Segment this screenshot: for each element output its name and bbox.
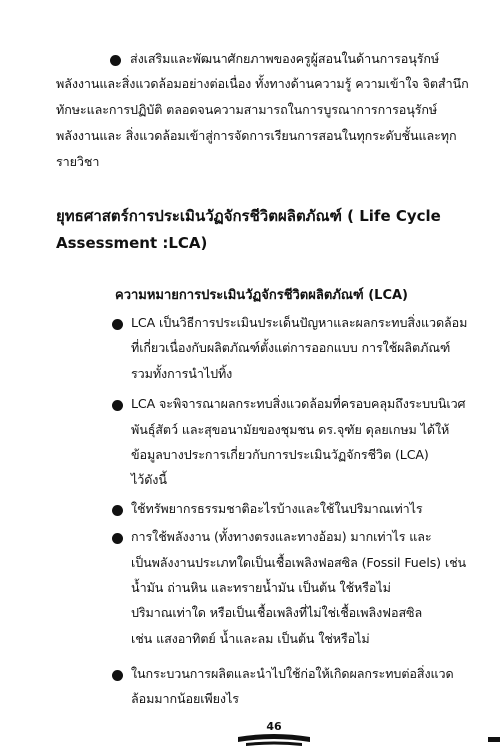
bullet-4-line-5: เช่น แสงอาทิตย์ น้ำและลม เป็นต้น ใช่หรือไม่: [131, 631, 370, 646]
bullet-icon: [112, 533, 123, 544]
bullet-2-line-4: ไว้ดังนี้: [131, 472, 167, 487]
intro-line-4: พลังงานและ สิ่งแวดล้อมเข้าสู่การจัดการเรียนการสอนในทุกระดับชั้นและทุก: [56, 128, 457, 143]
bullet-2-line-1: LCA จะพิจารณาผลกระทบสิ่งแวดล้อมที่ครอบคลุมถึงระบบนิเวศ: [131, 396, 466, 411]
bullet-2-line-2: พันธุ์สัตว์ และสุขอนามัยของชุมชน ดร.จุฑัย ดุลยเกษม ได้ให้: [131, 422, 450, 437]
bullet-4-line-1: การใช้พลังงาน (ทั้งทางตรงและทางอ้อม) มากเท่าไร และ: [131, 529, 432, 544]
intro-bullet-icon: [110, 55, 121, 66]
bullet-icon: [112, 400, 123, 411]
section-heading-line-1: ยุทธศาสตร์การประเมินวัฏจักรชีวิตผลิตภัณฑ์ ( Life Cycle: [56, 207, 441, 225]
bullet-icon: [112, 670, 123, 681]
page-footer: [236, 721, 312, 751]
bullet-1-line-2: ที่เกี่ยวเนื่องกับผลิตภัณฑ์ตั้งแต่การออกแบบ การใช้ผลิตภัณฑ์: [131, 340, 451, 355]
bullet-4-line-4: ปริมาณเท่าใด หรือเป็นเชื้อเพลิงที่ไม่ใช่เชื้อเพลิงฟอสซิล: [131, 605, 423, 620]
intro-line-1: ส่งเสริมและพัฒนาศักยภาพของครูผู้สอนในด้านการอนุรักษ์: [130, 51, 440, 66]
bullet-5-line-1: ในกระบวนการผลิตและนำไปใช้ก่อให้เกิดผลกระทบต่อสิ่งแวด: [131, 666, 454, 681]
intro-line-5: รายวิชา: [56, 154, 100, 169]
bullet-5-line-2: ล้อมมากน้อยเพียงไร: [131, 691, 239, 706]
bullet-1-line-3: รวมทั้งการนำไปทิ้ง: [131, 366, 233, 381]
publisher-logo-icon: [236, 733, 312, 749]
section-heading-line-2: Assessment :LCA): [56, 234, 208, 252]
intro-line-3: ทักษะและการปฏิบัติ ตลอดจนความสามารถในการบูรณาการการอนุรักษ์: [56, 102, 438, 117]
bullet-4-line-2: เป็นพลังงานประเภทใดเป็นเชื้อเพลิงฟอสซิล (Fossil Fuels) เช่น: [131, 555, 467, 570]
bullet-4-line-3: น้ำมัน ถ่านหิน และทรายน้ำมัน เป็นต้น ใช้หรือไม่: [131, 580, 391, 595]
bullet-2-line-3: ข้อมูลบางประการเกี่ยวกับการประเมินวัฏจักรชีวิต (LCA): [131, 447, 429, 462]
bullet-icon: [112, 319, 123, 330]
corner-mark: [488, 737, 500, 742]
page-number: 46: [266, 720, 282, 733]
bullet-1-line-1: LCA เป็นวิธีการประเมินประเด็นปัญหาและผลกระทบสิ่งแวดล้อม: [131, 315, 468, 330]
bullet-3-line-1: ใช้ทรัพยากรธรรมชาติอะไรบ้างและใช้ในปริมาณเท่าไร: [131, 501, 423, 516]
bullet-icon: [112, 505, 123, 516]
subheading: ความหมายการประเมินวัฏจักรชีวิตผลิตภัณฑ์ (LCA): [115, 288, 408, 303]
intro-line-2: พลังงานและสิ่งแวดล้อมอย่างต่อเนื่อง ทั้งทางด้านความรู้ ความเข้าใจ จิตสำนึก: [56, 76, 469, 91]
